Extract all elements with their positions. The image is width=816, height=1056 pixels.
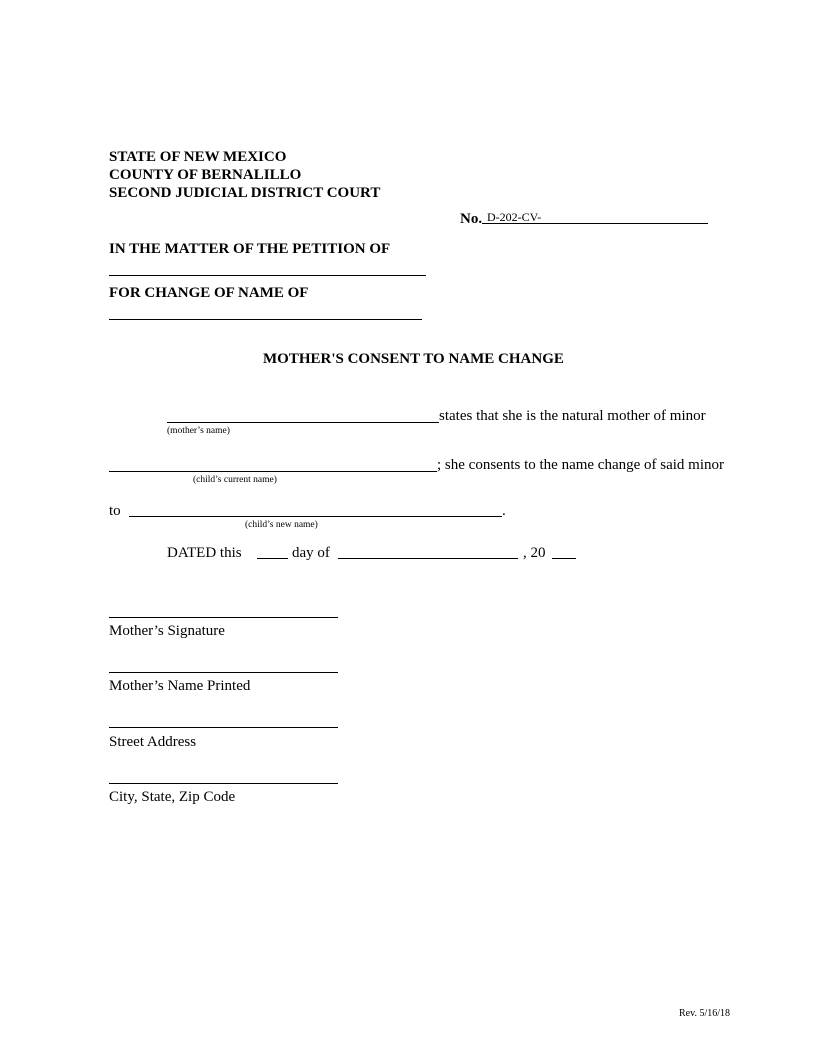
year-field[interactable] <box>552 558 576 559</box>
city-state-zip-label: City, State, Zip Code <box>109 789 236 805</box>
mother-signature-field[interactable] <box>109 617 338 618</box>
year-prefix-text: , 20 <box>523 545 546 561</box>
revision-date: Rev. 5/16/18 <box>679 1008 731 1019</box>
child-new-name-caption: (child’s new name) <box>245 520 318 530</box>
child-new-name-field[interactable] <box>129 516 502 517</box>
change-of-name-heading: FOR CHANGE OF NAME OF <box>109 285 309 301</box>
to-label: to <box>109 503 121 519</box>
document-title: MOTHER'S CONSENT TO NAME CHANGE <box>263 351 564 367</box>
mother-signature-label: Mother’s Signature <box>109 623 225 639</box>
case-number-field[interactable] <box>482 223 708 224</box>
matter-of-heading: IN THE MATTER OF THE PETITION OF <box>109 241 391 257</box>
child-current-name-caption: (child’s current name) <box>193 475 277 485</box>
case-number-label: No. <box>460 211 483 227</box>
child-current-name-field[interactable] <box>109 471 437 472</box>
to-period: . <box>502 503 506 519</box>
street-address-field[interactable] <box>109 727 338 728</box>
case-number-prefix: D-202-CV- <box>487 210 542 224</box>
mother-name-caption: (mother’s name) <box>167 426 230 436</box>
street-address-label: Street Address <box>109 734 197 750</box>
petitioner-name-field[interactable] <box>109 275 426 276</box>
states-text: states that she is the natural mother of minor <box>439 408 706 424</box>
court-heading: SECOND JUDICIAL DISTRICT COURT <box>109 185 381 201</box>
mother-name-field[interactable] <box>167 422 439 423</box>
city-state-zip-field[interactable] <box>109 783 338 784</box>
consents-text: ; she consents to the name change of said minor <box>437 457 725 473</box>
name-of-field[interactable] <box>109 319 422 320</box>
mother-name-printed-label: Mother’s Name Printed <box>109 678 251 694</box>
day-of-text: day of <box>292 545 330 561</box>
month-field[interactable] <box>338 558 518 559</box>
county-heading: COUNTY OF BERNALILLO <box>109 167 302 183</box>
state-heading: STATE OF NEW MEXICO <box>109 149 287 165</box>
mother-name-printed-field[interactable] <box>109 672 338 673</box>
dated-text: DATED this <box>167 545 242 561</box>
day-field[interactable] <box>257 558 288 559</box>
